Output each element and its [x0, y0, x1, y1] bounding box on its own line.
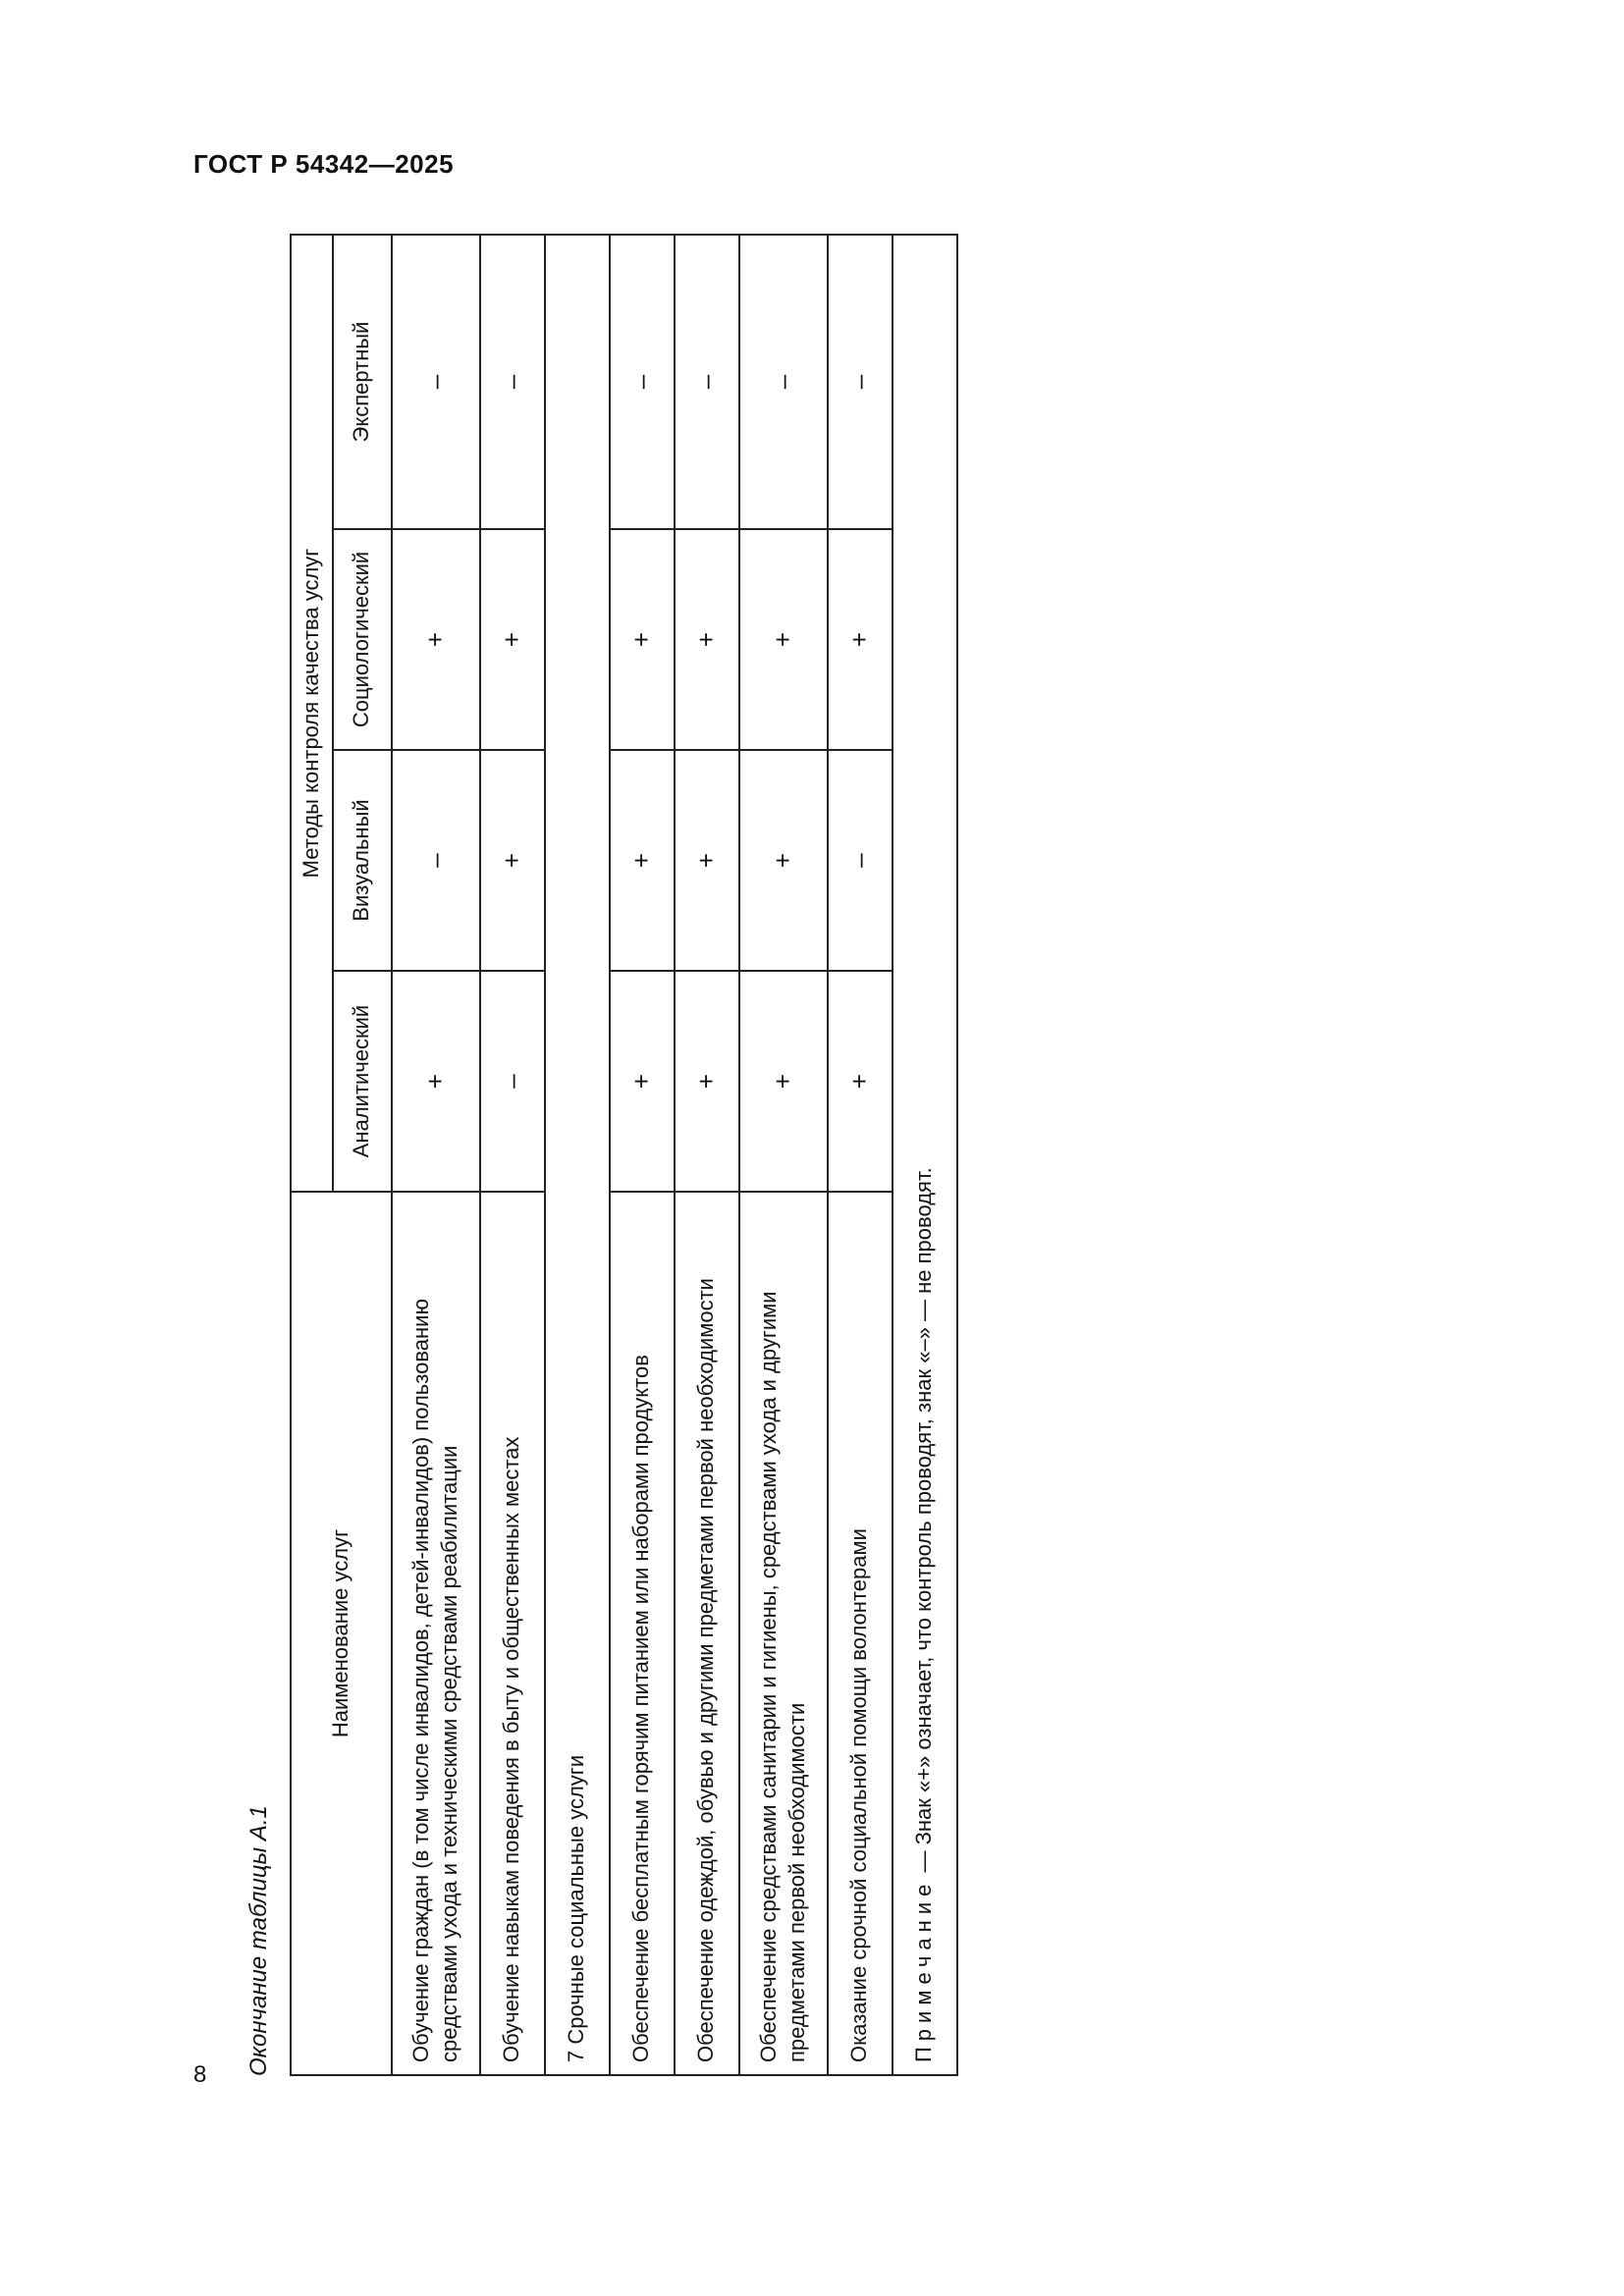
- page-number: 8: [193, 2061, 207, 2088]
- service-name: Обеспечение бесплатным горячим питанием или наборами продуктов: [610, 1192, 675, 2075]
- mark-visual: –: [828, 750, 893, 971]
- mark-analytic: +: [675, 971, 739, 1192]
- mark-visual: +: [675, 750, 739, 971]
- mark-sociological: +: [610, 529, 675, 750]
- group-header-methods: Методы контроля качества услуг: [291, 235, 333, 1192]
- document-header: ГОСТ Р 54342—2025: [193, 149, 455, 179]
- mark-expert: –: [610, 235, 675, 529]
- mark-visual: –: [392, 750, 480, 971]
- method-header-sociological: Социологический: [333, 529, 392, 750]
- mark-expert: –: [828, 235, 893, 529]
- mark-sociological: +: [739, 529, 828, 750]
- table-note-row: [893, 235, 957, 2075]
- mark-sociological: +: [392, 529, 480, 750]
- mark-analytic: +: [739, 971, 828, 1192]
- section-title: 7 Срочные социальные услуги: [545, 235, 610, 2075]
- rotated-table-region: [245, 236, 967, 2076]
- method-header-expert: Экспертный: [333, 235, 392, 529]
- table-row: [739, 235, 828, 2075]
- mark-sociological: +: [480, 529, 545, 750]
- mark-analytic: +: [828, 971, 893, 1192]
- service-name: Оказание срочной социальной помощи волонтерами: [828, 1192, 893, 2075]
- column-header-name: Наименование услуг: [291, 1192, 392, 2075]
- method-header-analytic: Аналитический: [333, 971, 392, 1192]
- table-row: [392, 235, 480, 2075]
- service-name: Обеспечение средствами санитарии и гигиены, средствами ухода и другими предметами первой необходимости: [739, 1192, 828, 2075]
- mark-expert: –: [392, 235, 480, 529]
- note-text: — Знак «+» означает, что контроль проводят, знак «–» — не проводят.: [911, 1167, 937, 1879]
- mark-sociological: +: [828, 529, 893, 750]
- note-label: Примечание: [911, 1878, 937, 2062]
- mark-analytic: +: [392, 971, 480, 1192]
- methods-table: [290, 234, 958, 2076]
- mark-expert: –: [480, 235, 545, 529]
- mark-visual: +: [610, 750, 675, 971]
- service-name: Обучение граждан (в том числе инвалидов, детей-инвалидов) пользованию средствами ухода и техническими средствами реабилитации: [392, 1192, 480, 2075]
- table-row: [828, 235, 893, 2075]
- mark-visual: +: [480, 750, 545, 971]
- table-row: [480, 235, 545, 2075]
- table-note: [893, 235, 957, 2075]
- table-row: [610, 235, 675, 2075]
- mark-sociological: +: [675, 529, 739, 750]
- mark-analytic: –: [480, 971, 545, 1192]
- service-name: Обучение навыкам поведения в быту и общественных местах: [480, 1192, 545, 2075]
- mark-analytic: +: [610, 971, 675, 1192]
- table-caption: Окончание таблицы А.1: [245, 1805, 272, 2076]
- mark-expert: –: [739, 235, 828, 529]
- mark-expert: –: [675, 235, 739, 529]
- service-name: Обеспечение одеждой, обувью и другими предметами первой необходимости: [675, 1192, 739, 2075]
- table-row: [675, 235, 739, 2075]
- method-header-visual: Визуальный: [333, 750, 392, 971]
- section-row: [545, 235, 610, 2075]
- mark-visual: +: [739, 750, 828, 971]
